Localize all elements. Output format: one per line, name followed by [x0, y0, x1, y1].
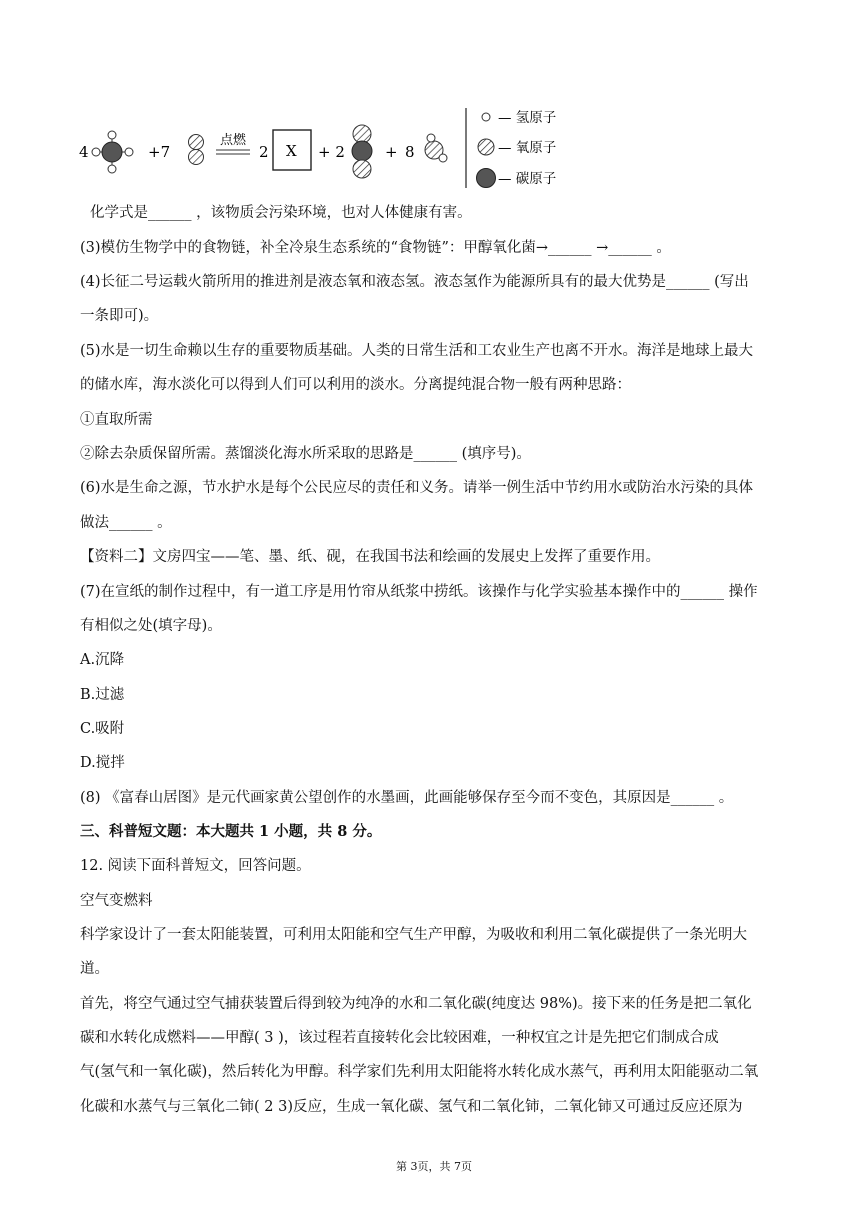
oxygen-legend-icon [478, 139, 494, 155]
coefficient-1: 4 [79, 143, 89, 161]
text-line: 首先，将空气通过空气捕获装置后得到较为纯净的水和二氧化碳(纯度达 98%)。接下来的任务是把二氧化 [80, 996, 752, 1012]
coefficient-3: 2 [259, 143, 269, 161]
choice-c: C.吸附 [80, 721, 125, 737]
page-footer: 第 3页，共 7页 [396, 1160, 472, 1173]
plus-sign: + [385, 143, 398, 161]
legend-oxygen-label: — 氧原子 [498, 140, 557, 156]
question-3: (3)模仿生物学中的食物链，补全冷泉生态系统的“食物链”：甲醇氧化菌→______ →______ 。 [80, 240, 671, 256]
question-4: (4)长征二号运载火箭所用的推进剂是液态氧和液态氢。液态氢作为能源所具有的最大优势是______ (写出 [80, 274, 749, 290]
question-12: 12. 阅读下面科普短文，回答问题。 [80, 858, 311, 874]
text-line: 化碳和水蒸气与三氧化二铈( 2 3)反应，生成一氧化碳、氢气和二氧化铈，二氧化铈又可通过反应还原为 [80, 1099, 743, 1115]
article-title: 空气变燃料 [80, 893, 153, 909]
coefficient-5: 8 [405, 143, 415, 161]
option-1: ①直取所需 [80, 412, 153, 428]
water-molecule-icon [425, 134, 447, 162]
text-line: 科学家设计了一套太阳能装置，可利用太阳能和空气生产甲醇，为吸收和利用二氧化碳提供了一条光明大 [80, 927, 747, 943]
question-5: (5)水是一切生命赖以生存的重要物质基础。人类的日常生活和工农业生产也离不开水。海洋是地球上最大 [80, 343, 754, 359]
question-7: (7)在宣纸的制作过程中，有一道工序是用竹帘从纸浆中捞纸。该操作与化学实验基本操作中的______ 操作 [80, 584, 758, 600]
legend-carbon-label: — 碳原子 [498, 171, 557, 187]
text-line: 有相似之处(填字母)。 [80, 618, 222, 634]
question-6: (6)水是生命之源，节水护水是每个公民应尽的责任和义务。请举一例生活中节约用水或防治水污染的具体 [80, 480, 754, 496]
text-line: 化学式是______ ，该物质会污染环境，也对人体健康有害。 [90, 205, 472, 221]
choice-a: A.沉降 [80, 652, 125, 668]
hydrogen-legend-icon [482, 113, 490, 121]
option-2: ②除去杂质保留所需。蒸馏淡化海水所采取的思路是______ (填序号)。 [80, 446, 531, 462]
coefficient-4: + 2 [318, 143, 345, 161]
text-line: 气(氢气和一氧化碳)，然后转化为甲醇。科学家们先利用太阳能将水转化成水蒸气，再利用太阳能驱动二氧 [80, 1064, 759, 1080]
material-two: 【资料二】文房四宝——笔、墨、纸、砚，在我国书法和绘画的发展史上发挥了重要作用。 [80, 549, 660, 565]
unknown-x-label: X [286, 142, 297, 160]
coefficient-2: +7 [148, 143, 171, 161]
legend [477, 110, 557, 188]
text-line: 道。 [80, 961, 109, 977]
text-line: 一条即可)。 [80, 308, 159, 324]
oxygen-molecule-icon [189, 135, 204, 165]
reaction-condition: 点燃 [220, 133, 247, 148]
question-8: (8) 《富春山居图》是元代画家黄公望创作的水墨画，此画能够保存至今而不变色，其原因是______ 。 [80, 790, 734, 806]
text-line: 碳和水转化成燃料——甲醇( 3 )，该过程若直接转化会比较困难，一种权宜之计是先把它们制成合成 [80, 1030, 719, 1046]
methane-molecule-icon [92, 131, 133, 173]
text-line: 的储水库，海水淡化可以得到人们可以利用的淡水。分离提纯混合物一般有两种思路： [80, 377, 631, 393]
text-line: 做法______ 。 [80, 515, 172, 531]
carbon-dioxide-molecule-icon [352, 125, 372, 178]
carbon-legend-icon [477, 169, 496, 188]
choice-d: D.搅拌 [80, 755, 125, 771]
legend-hydrogen-label: — 氢原子 [498, 110, 557, 126]
choice-b: B.过滤 [80, 687, 125, 703]
section-heading: 三、科普短文题：本大题共 1 小题，共 8 分。 [80, 823, 382, 840]
reaction-diagram [70, 102, 590, 194]
